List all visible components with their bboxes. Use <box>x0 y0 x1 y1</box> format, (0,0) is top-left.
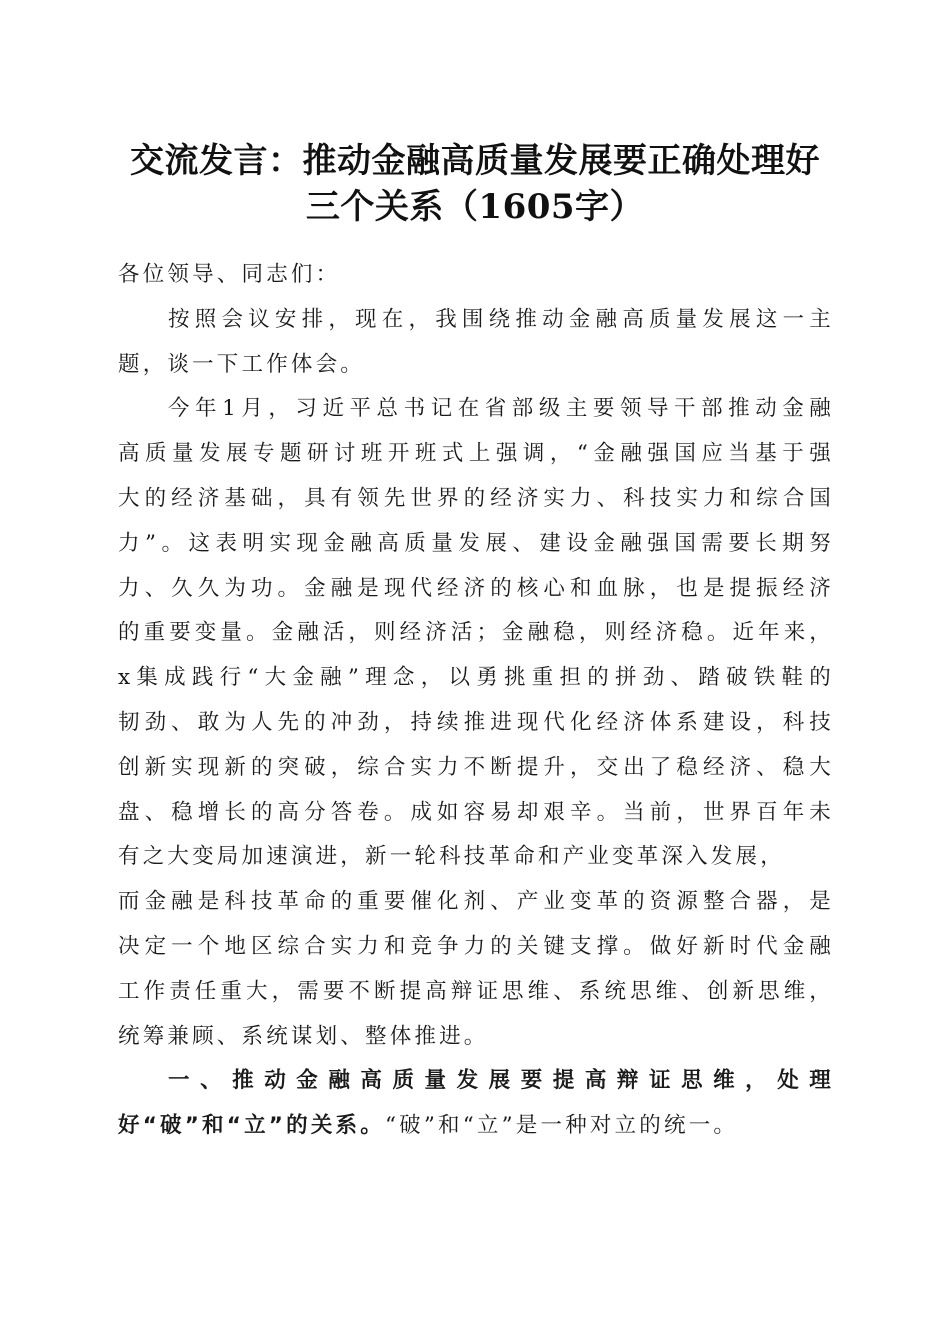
paragraph-intro <box>118 298 834 388</box>
paragraph-line: 创新实现新的突破，综合实力不断提升，交出了稳经济、稳大 <box>118 754 834 780</box>
title-line-2: 三个关系（1605字） <box>305 187 645 227</box>
paragraph-line: 的重要变量。金融活，则经济活；金融稳，则经济稳。近年来， <box>118 620 834 646</box>
salutation: 各位领导、同志们： <box>118 262 341 287</box>
paragraph-line: 工作责任重大，需要不断提高辩证思维、系统思维、创新思维， <box>118 978 834 1004</box>
section-1 <box>118 1059 834 1149</box>
paragraph-line: 力”。这表明实现金融高质量发展、建设金融强国需要长期努 <box>118 530 834 556</box>
section-text: “破”和“立”是一种对立的统一。 <box>384 1113 739 1139</box>
paragraph-context <box>118 387 834 1059</box>
paragraph-line: 盘、稳增长的高分答卷。成如容易却艰辛。当前，世界百年未 <box>118 799 834 825</box>
paragraph-line: 而金融是科技革命的重要催化剂、产业变革的资源整合器，是 <box>118 889 834 915</box>
paragraph-line: 大的经济基础，具有领先世界的经济实力、科技实力和综合国 <box>118 485 834 511</box>
paragraph-line: x集成践行“大金融”理念，以勇挑重担的拼劲、踏破铁鞋的 <box>118 665 834 691</box>
section-heading-line: 一、推动金融高质量发展要提高辩证思维，处理 <box>168 1068 834 1094</box>
document-body <box>118 253 834 1149</box>
title-line-1: 交流发言：推动金融高质量发展要正确处理好 <box>130 141 820 181</box>
paragraph-line: 题，谈一下工作体会。 <box>118 351 366 377</box>
paragraph-line: 今年1月，习近平总书记在省部级主要领导干部推动金融 <box>168 396 834 422</box>
paragraph-line: 按照会议安排，现在，我围绕推动金融高质量发展这一主 <box>168 306 834 332</box>
paragraph-line: 高质量发展专题研讨班开班式上强调，“金融强国应当基于强 <box>118 441 834 467</box>
section-heading-bold-part: 好“破”和“立”的关系。 <box>118 1113 385 1139</box>
document-title <box>100 138 850 230</box>
section-heading-line-2 <box>118 1104 834 1149</box>
paragraph-line: 有之大变局加速演进，新一轮科技革命和产业变革深入发展， <box>118 844 785 870</box>
paragraph-line: 统筹兼顾、系统谋划、整体推进。 <box>118 1023 489 1049</box>
paragraph-line: 决定一个地区综合实力和竞争力的关键支撑。做好新时代金融 <box>118 933 834 959</box>
paragraph-line: 力、久久为功。金融是现代经济的核心和血脉，也是提振经济 <box>118 575 834 601</box>
paragraph-line: 韧劲、敢为人先的冲劲，持续推进现代化经济体系建设，科技 <box>118 709 834 735</box>
